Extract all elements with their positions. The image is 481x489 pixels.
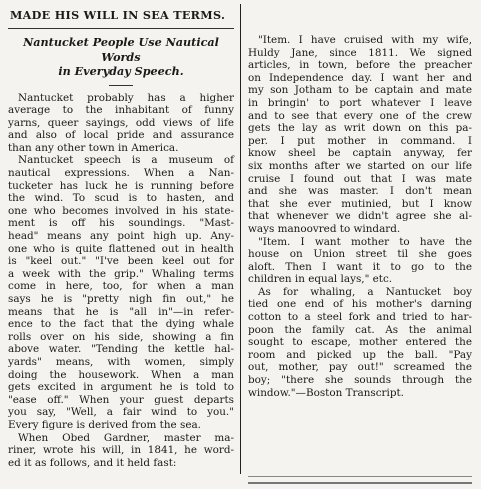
column-divider — [240, 4, 241, 474]
text-line: cruise I found out that I was mate — [248, 172, 472, 185]
text-line: know sheel be captain anyway, fer — [248, 147, 472, 160]
text-line: out, mother, pay out!" screamed the — [248, 361, 472, 374]
text-line: Every figure is derived from the sea. — [8, 418, 201, 431]
text-line: riner, wrote his will, in 1841, he word- — [8, 444, 234, 457]
article-headline: MADE HIS WILL IN SEA TERMS. — [10, 8, 226, 22]
text-line: you say, "Well, a fair wind to you." — [8, 406, 234, 419]
text-line: says he is "pretty nigh fin out," he — [8, 293, 234, 305]
text-line: yarns, queer sayings, odd views of life — [8, 116, 234, 129]
text-line: room and picked up the ball. "Pay — [248, 348, 472, 361]
text-line: one who is quite flattened out in health — [8, 242, 234, 255]
text-line: Nantucket probably has a higher — [18, 91, 234, 104]
text-line: "ease off." When your guest departs — [8, 393, 234, 406]
text-line: rolls over on his side, showing a fin — [8, 330, 234, 343]
text-line: on Independence day. I want her and — [248, 71, 472, 84]
text-line: that she ever mutinied, but I know — [248, 197, 472, 210]
left-column — [0, 0, 238, 489]
text-line: boy; "there she sounds through the — [248, 374, 472, 387]
paragraph — [248, 236, 472, 286]
text-line: come in here, too, for when a man — [8, 280, 234, 293]
text-line: articles, in town, before the preacher — [248, 59, 472, 72]
text-line: average to the inhabitant of funny — [8, 104, 234, 117]
text-line: one who becomes involved in his state- — [8, 204, 234, 217]
text-line: "Item. I have cruised with my wife, — [258, 34, 472, 46]
article-subhead — [8, 35, 234, 79]
text-line: means that he is "all in"—in refer- — [8, 305, 234, 318]
text-line: gets excited in argument he is told to — [8, 381, 234, 394]
text-line: tied one end of his mother's darning — [248, 298, 472, 311]
text-line: ways manoovred to windard. — [248, 222, 401, 235]
text-line: yards" means, with women, simply — [8, 355, 234, 368]
text-line: As for whaling, a Nantucket boy — [258, 285, 472, 298]
text-line: house on Union street til she goes — [248, 248, 472, 261]
left-body — [8, 92, 234, 470]
text-line: Nantucket speech is a museum of — [18, 154, 234, 167]
text-line: poon the family cat. As the animal — [248, 323, 472, 336]
text-line: Huldy Jane, since 1811. We signed — [248, 46, 472, 59]
text-line: above water. "Tending the kettle hal- — [8, 343, 234, 356]
text-line: and to see that every one of the crew — [248, 109, 472, 122]
text-line: sought to escape, mother entered the — [248, 336, 472, 349]
paragraph — [8, 432, 234, 470]
subhead-rule — [109, 85, 133, 86]
text-line: gets the lay as writ down on this pa- — [248, 122, 472, 135]
text-line: head" means any point high up. Any- — [8, 230, 234, 243]
text-line: than any other town in America. — [8, 141, 179, 154]
text-line: children in equal lays," etc. — [248, 273, 393, 286]
text-line: aloft. Then I want it to go to the — [248, 260, 472, 273]
text-line: doing the housework. When a man — [8, 368, 234, 381]
paragraph — [248, 286, 472, 399]
paragraph — [8, 154, 234, 431]
text-line: and also of local pride and assurance — [8, 129, 234, 142]
text-line: six months after we started on our life — [248, 159, 472, 172]
text-line: and she was master. I don't mean — [248, 185, 472, 198]
text-line: the wind. To scud is to hasten, and — [8, 192, 234, 205]
text-line: that whenever we didn't agree she al- — [248, 210, 472, 223]
text-line: in bringin' to port whatever I leave — [248, 96, 472, 109]
end-rule — [248, 476, 472, 477]
end-rule-heavy — [248, 482, 472, 484]
text-line: nautical expressions. When a Nan- — [8, 167, 234, 180]
text-line: ed it as follows, and it held fast: — [8, 456, 177, 469]
text-line: window."—Boston Transcript. — [248, 386, 404, 399]
paragraph — [8, 92, 234, 155]
headline-rule — [8, 28, 234, 29]
text-line: When Obed Gardner, master ma- — [18, 431, 234, 444]
text-line: my son Jotham to be captain and mate — [248, 84, 472, 97]
paragraph — [248, 34, 472, 236]
text-line: a week with the grip." Whaling terms — [8, 267, 234, 280]
text-line: cotton to a steel fork and tried to har- — [248, 311, 472, 324]
text-line: per. I put mother in command. I — [248, 134, 472, 147]
text-line: "Item. I want mother to have the — [258, 235, 472, 248]
text-line: ment is off his soundings. "Mast- — [8, 217, 234, 230]
right-column — [248, 0, 474, 489]
right-body — [248, 34, 472, 399]
text-line: is "keel out." "I've been keel out for — [8, 255, 234, 268]
text-line: ence to the fact that the dying whale — [8, 318, 234, 331]
text-line: tucketer has luck he is running before — [8, 179, 234, 192]
subhead-line: in Everyday Speech. — [58, 64, 184, 78]
subhead-line: Nantucket People Use Nautical Words — [23, 35, 219, 64]
